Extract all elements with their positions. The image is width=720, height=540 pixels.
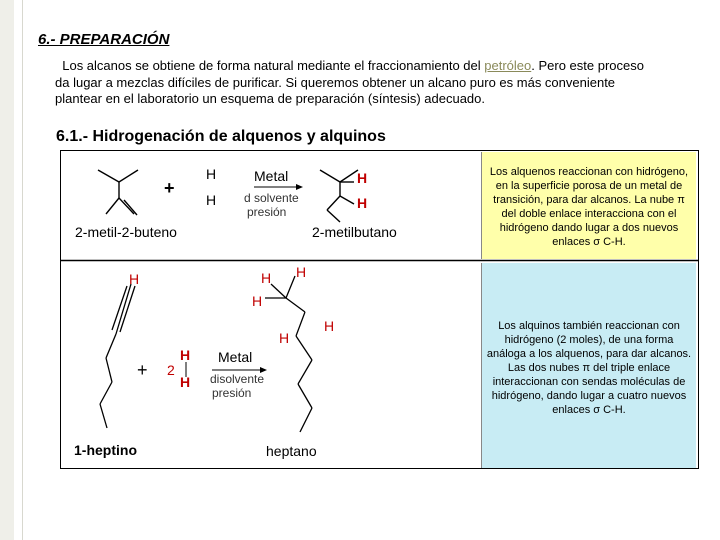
alkene-plus-sign: + [164, 178, 175, 198]
alkyne-h2-top: H [180, 347, 191, 363]
alkene-condition-pressure: presión [247, 205, 287, 219]
alkyne-h2-bottom: H [180, 374, 191, 390]
alkyne-reactant-structure [100, 284, 135, 428]
alkene-product-h-top: H [357, 170, 368, 186]
alkene-h2-top: H [206, 166, 217, 182]
heptane-h-4: H [279, 330, 290, 346]
heptane-h-2: H [296, 264, 307, 280]
alkene-explanation-text: Los alquenos reaccionan con hidrógeno, en la superficie porosa de un metal de transición, para dar alcanos. La nube π del doble enlace interacciona con el hidrógeno dando lugar a dos nuevos enlaces σ C-H. [489, 166, 689, 248]
alkyne-explanation-box [481, 263, 696, 468]
alkyne-terminal-h: H [129, 271, 140, 287]
alkyne-product-name: heptano [266, 443, 317, 459]
heptane-h-3: H [252, 293, 263, 309]
alkyne-product-structure [265, 276, 312, 432]
intro-text-end: . Pero este proceso da lugar a mezclas difíciles de purificar. Si queremos obtener un alcano puro es más conveniente plantear en el laboratorio un esquema de preparación (síntesis) adecuado. [55, 58, 644, 106]
heptane-h-1: H [261, 270, 272, 286]
petroleo-link[interactable]: petróleo [484, 58, 532, 73]
alkyne-plus-sign: + [137, 360, 148, 380]
alkyne-coefficient: 2 [167, 362, 175, 378]
alkene-product-h-bottom: H [357, 195, 368, 211]
alkene-arrowhead [296, 184, 303, 190]
alkene-catalyst: Metal [254, 168, 289, 184]
alkene-product-name: 2-metilbutano [312, 224, 397, 240]
subsection-heading: 6.1.- Hidrogenación de alquenos y alquinos [56, 128, 386, 145]
alkene-reactant-structure [98, 170, 138, 215]
intro-text-start: Los alcanos se obtiene de forma natural mediante el fraccionamiento del [62, 58, 485, 73]
alkene-h2-bottom: H [206, 192, 217, 208]
alkene-explanation-box [481, 152, 696, 259]
alkyne-explanation-text: Los alquinos también reaccionan con hidrógeno (2 moles), de una forma análoga a los alquenos, para dar alcanos. Las dos nubes π del triple enlace interaccionan con sendas moléculas de hidrógeno, dando lugar a cuatro nuevos enlaces σ C-H. [486, 320, 692, 416]
section-heading: 6.- PREPARACIÓN [38, 31, 170, 48]
alkene-product-structure [320, 170, 358, 222]
alkyne-reactant-name: 1-heptino [74, 442, 137, 458]
alkyne-catalyst: Metal [218, 349, 253, 365]
alkyne-condition-pressure: presión [212, 386, 252, 400]
alkyne-condition-solvent: disolvente [210, 372, 265, 386]
alkene-condition-solvent: d solvente [244, 191, 299, 205]
heptane-h-5: H [324, 318, 335, 334]
alkene-reactant-name: 2-metil-2-buteno [75, 224, 177, 240]
